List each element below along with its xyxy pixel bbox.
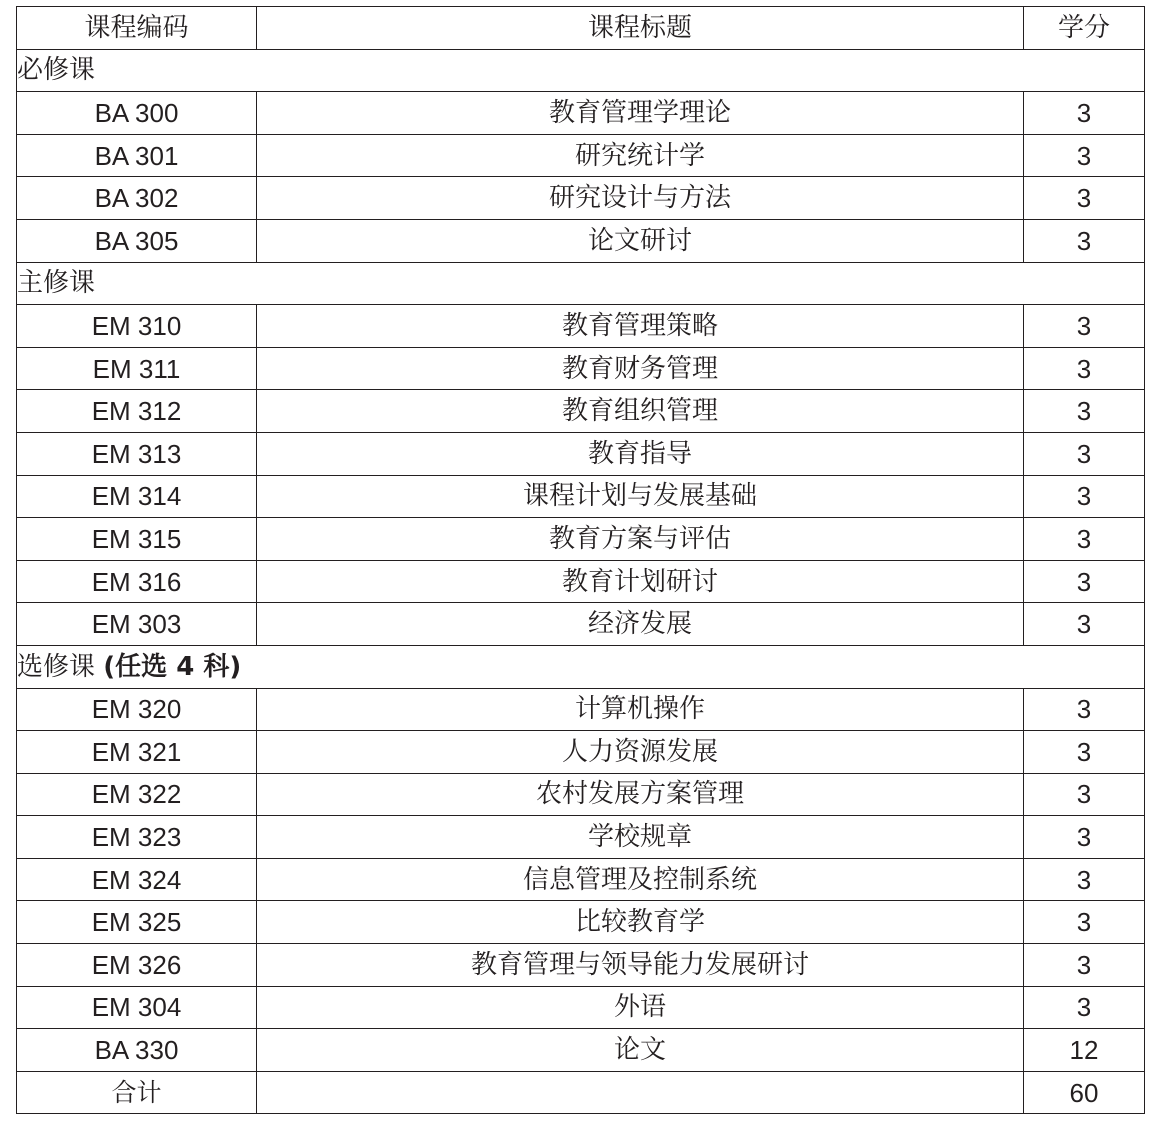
course-row: [17, 92, 1145, 135]
course-row: [17, 475, 1145, 518]
section-header: [17, 262, 1145, 305]
course-title: 计算机操作: [257, 688, 1024, 731]
section-row: [17, 645, 1145, 688]
header-course-code: 课程编码: [17, 7, 257, 50]
course-title: 比较教育学: [257, 901, 1024, 944]
course-title: 教育指导: [257, 432, 1024, 475]
course-code: EM 310: [17, 305, 257, 348]
course-credits: 3: [1024, 518, 1145, 561]
course-title: 人力资源发展: [257, 731, 1024, 774]
course-title: 信息管理及控制系统: [257, 858, 1024, 901]
course-title: 外语: [257, 986, 1024, 1029]
section-note: (任选 4 科): [103, 651, 242, 682]
course-title: 论文: [257, 1029, 1024, 1072]
course-code: EM 325: [17, 901, 257, 944]
section-row: [17, 49, 1145, 92]
curriculum-table: [16, 6, 1145, 1114]
course-credits: 3: [1024, 731, 1145, 774]
course-title: 教育组织管理: [257, 390, 1024, 433]
course-row: [17, 858, 1145, 901]
course-credits: 3: [1024, 944, 1145, 987]
course-title: 教育管理策略: [257, 305, 1024, 348]
course-code: BA 300: [17, 92, 257, 135]
course-title: 研究设计与方法: [257, 177, 1024, 220]
total-row: [17, 1071, 1145, 1114]
table-header-row: [17, 7, 1145, 50]
course-title: 经济发展: [257, 603, 1024, 646]
course-credits: 3: [1024, 858, 1145, 901]
course-title: 教育管理学理论: [257, 92, 1024, 135]
course-credits: 3: [1024, 901, 1145, 944]
course-code: BA 301: [17, 134, 257, 177]
total-credits: 60: [1024, 1071, 1145, 1114]
course-row: [17, 944, 1145, 987]
course-row: [17, 816, 1145, 859]
course-code: BA 330: [17, 1029, 257, 1072]
course-title: 学校规章: [257, 816, 1024, 859]
course-row: [17, 731, 1145, 774]
course-code: EM 312: [17, 390, 257, 433]
section-header: [17, 49, 1145, 92]
course-credits: 3: [1024, 92, 1145, 135]
total-title: [257, 1071, 1024, 1114]
course-code: EM 316: [17, 560, 257, 603]
course-row: [17, 560, 1145, 603]
course-code: EM 304: [17, 986, 257, 1029]
course-code: EM 322: [17, 773, 257, 816]
course-credits: 3: [1024, 432, 1145, 475]
course-code: EM 320: [17, 688, 257, 731]
course-credits: 3: [1024, 347, 1145, 390]
course-title: 教育管理与领导能力发展研讨: [257, 944, 1024, 987]
course-credits: 3: [1024, 475, 1145, 518]
course-row: [17, 1029, 1145, 1072]
course-row: [17, 177, 1145, 220]
course-credits: 3: [1024, 305, 1145, 348]
course-title: 论文研讨: [257, 219, 1024, 262]
course-title: 课程计划与发展基础: [257, 475, 1024, 518]
course-row: [17, 347, 1145, 390]
course-credits: 3: [1024, 219, 1145, 262]
course-row: [17, 688, 1145, 731]
course-title: 教育计划研讨: [257, 560, 1024, 603]
course-row: [17, 390, 1145, 433]
section-label: 选修课: [17, 651, 96, 682]
course-credits: 3: [1024, 986, 1145, 1029]
course-credits: 3: [1024, 134, 1145, 177]
course-code: EM 326: [17, 944, 257, 987]
section-row: [17, 262, 1145, 305]
course-credits: 3: [1024, 688, 1145, 731]
course-code: EM 324: [17, 858, 257, 901]
header-credits: 学分: [1024, 7, 1145, 50]
course-row: [17, 305, 1145, 348]
course-code: EM 303: [17, 603, 257, 646]
course-code: EM 315: [17, 518, 257, 561]
course-row: [17, 219, 1145, 262]
course-title: 农村发展方案管理: [257, 773, 1024, 816]
section-label: 必修课: [17, 55, 96, 86]
course-row: [17, 773, 1145, 816]
course-credits: 3: [1024, 390, 1145, 433]
course-row: [17, 603, 1145, 646]
course-code: EM 311: [17, 347, 257, 390]
total-label: 合计: [17, 1071, 257, 1114]
course-credits: 3: [1024, 773, 1145, 816]
course-title: 教育方案与评估: [257, 518, 1024, 561]
table-body: [17, 49, 1145, 1114]
course-title: 教育财务管理: [257, 347, 1024, 390]
course-credits: 3: [1024, 603, 1145, 646]
course-row: [17, 986, 1145, 1029]
course-credits: 3: [1024, 177, 1145, 220]
section-label: 主修课: [17, 268, 96, 299]
course-code: EM 313: [17, 432, 257, 475]
course-credits: 12: [1024, 1029, 1145, 1072]
course-credits: 3: [1024, 816, 1145, 859]
course-row: [17, 518, 1145, 561]
course-code: BA 302: [17, 177, 257, 220]
course-title: 研究统计学: [257, 134, 1024, 177]
header-course-title: 课程标题: [257, 7, 1024, 50]
section-header: [17, 645, 1145, 688]
course-credits: 3: [1024, 560, 1145, 603]
course-code: EM 321: [17, 731, 257, 774]
course-row: [17, 432, 1145, 475]
course-code: EM 323: [17, 816, 257, 859]
course-code: EM 314: [17, 475, 257, 518]
course-row: [17, 134, 1145, 177]
course-row: [17, 901, 1145, 944]
course-code: BA 305: [17, 219, 257, 262]
